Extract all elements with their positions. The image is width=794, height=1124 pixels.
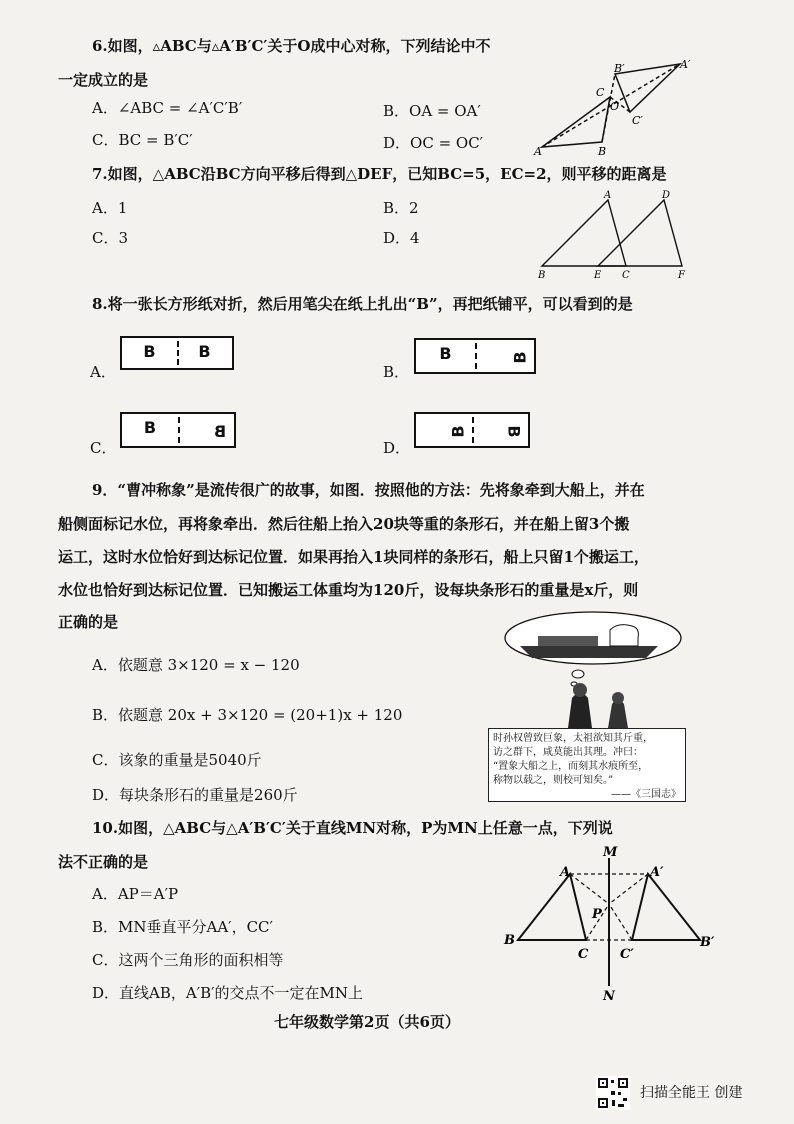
q8-option-b-paper[interactable] [414,338,536,374]
person-left-icon [568,693,592,728]
q7-figure [530,188,695,280]
q10-label-m: M [603,846,618,860]
q9-option-a: A．依题意 3×120 = x − 120 [92,656,300,674]
q8-option-a-paper[interactable] [120,336,234,370]
q10-stem-line2: 法不正确的是 [58,853,149,871]
caption-source: ——《三国志》 [611,789,681,800]
person-left-head [573,683,587,697]
q10-label-a-prime: A′ [650,865,664,880]
q9-option-b: B．依题意 20x + 3×120 = (20+1)x + 120 [92,706,403,724]
person-right-head [612,692,624,704]
q10-label-c: C [578,947,589,962]
q10-option-b: B．MN垂直平分AA′，CC′ [92,918,273,936]
q6-figure [530,52,700,157]
q9-line1: 9．“曹冲称象”是流传很广的故事，如图．按照他的方法：先将象牵到大船上，并在 [92,481,645,499]
q6-label-b-prime: B′ [614,62,625,75]
scanner-brand: 扫描全能王 创建 [640,1085,743,1101]
q7-label-e: E [594,270,602,280]
q10-label-b: B [504,933,515,948]
q7-option-d: D．4 [383,229,420,247]
person-right-icon [608,700,628,728]
q8-b-right-letter: B [509,351,529,364]
boat-cargo [538,636,598,646]
q8-d-left-letter: B [448,425,468,438]
q9-option-d: D．每块条形石的重量是260斤 [92,786,298,804]
q7-option-b: B．2 [383,199,419,217]
q7-stem: 7.如图，△ABC沿BC方向平移后得到△DEF，已知BC=5，EC=2，则平移的距离是 [92,165,667,183]
q6-label-a-prime: A′ [680,58,691,71]
q6-stem-line1: 6.如图，▵ABC与▵A′B′C′关于O成中心对称，下列结论中不 [92,37,491,55]
q7-option-c: C．3 [92,229,129,247]
q6-stem-line2: 一定成立的是 [58,71,149,89]
caption-line-1: 时孙权曾致巨象，太祖欲知其斤重， [493,733,653,744]
caption-line-3: “置象大船之上，而刻其水痕所至， [493,761,649,772]
q6-label-o: O [610,100,620,113]
q9-option-c: C．该象的重量是5040斤 [92,751,262,769]
q10-label-p: P [592,907,602,922]
qr-code-icon [596,1076,630,1110]
q8-d-fold-line [472,417,474,443]
q8-b-fold-line [475,343,477,369]
q7-option-a: A．1 [92,199,128,217]
q9-line5: 正确的是 [58,613,119,631]
caption-line-2: 访之群下，咸莫能出其理。冲曰： [493,747,643,758]
q6-label-c-prime: C′ [632,114,643,127]
q6-option-d: D．OC = OC′ [383,134,484,152]
q7-label-c: C [622,270,630,280]
q7-label-f: F [678,270,685,280]
q8-option-d-label: D． [383,439,411,457]
q8-a-left-letter: B [143,342,156,361]
q6-option-c: C．BC = B′C′ [92,131,193,149]
q7-label-b: B [538,270,546,280]
q8-c-fold-line [178,417,180,443]
q8-option-b-label: B． [383,363,410,381]
q9-caption-box [488,728,686,802]
q8-d-right-letter: B [504,425,524,438]
q8-c-right-letter: B [213,422,227,441]
q8-option-c-paper[interactable] [120,412,236,448]
q6-label-a: A [534,145,542,157]
q6-option-a: A．∠ABC = ∠A′C′B′ [92,99,243,117]
q8-c-left-letter: B [143,418,157,437]
q10-label-c-prime: C′ [620,947,634,962]
q10-label-a: A [560,865,571,880]
q7-label-d: D [662,190,671,201]
q10-option-a: A．AP＝A′P [92,885,179,903]
caption-line-4: 称物以载之，则校可知矣。” [493,775,614,786]
q10-label-b-prime: B′ [700,935,715,950]
elephant-icon [610,625,638,646]
q8-option-a-label: A． [90,363,116,381]
boat-icon [520,646,658,658]
q10-figure [500,846,715,1002]
q8-a-right-letter: B [198,342,211,361]
q8-stem: 8.将一张长方形纸对折，然后用笔尖在纸上扎出“B”，再把纸铺平，可以看到的是 [92,295,633,313]
q10-stem-line1: 10.如图，△ABC与△A′B′C′关于直线MN对称，P为MN上任意一点，下列说 [92,819,613,837]
q10-option-d: D．直线AB，A′B′的交点不一定在MN上 [92,984,364,1002]
q7-label-a: A [604,190,612,201]
q8-option-c-label: C． [90,439,117,457]
q10-label-n: N [603,989,615,1002]
q6-label-c: C [596,86,605,99]
q10-option-c: C．这两个三角形的面积相等 [92,951,284,969]
q6-option-b: B．OA = OA′ [383,102,481,120]
q9-illustration [498,606,688,728]
q9-line2: 船侧面标记水位，再将象牵出．然后往船上抬入20块等重的条形石，并在船上留3个搬 [58,515,630,533]
q8-b-left-letter: B [439,344,452,363]
page-footer: 七年级数学第2页（共6页） [274,1013,460,1031]
q9-line4: 水位也恰好到达标记位置．已知搬运工体重均为120斤，设每块条形石的重量是x斤，则 [58,581,639,599]
q6-label-b: B [598,145,607,157]
q9-line3: 运工，这时水位恰好到达标记位置．如果再抬入1块同样的条形石，船上只留1个搬运工， [58,548,649,566]
cloud-tail-small [572,670,584,678]
q8-option-d-paper[interactable] [414,412,530,448]
